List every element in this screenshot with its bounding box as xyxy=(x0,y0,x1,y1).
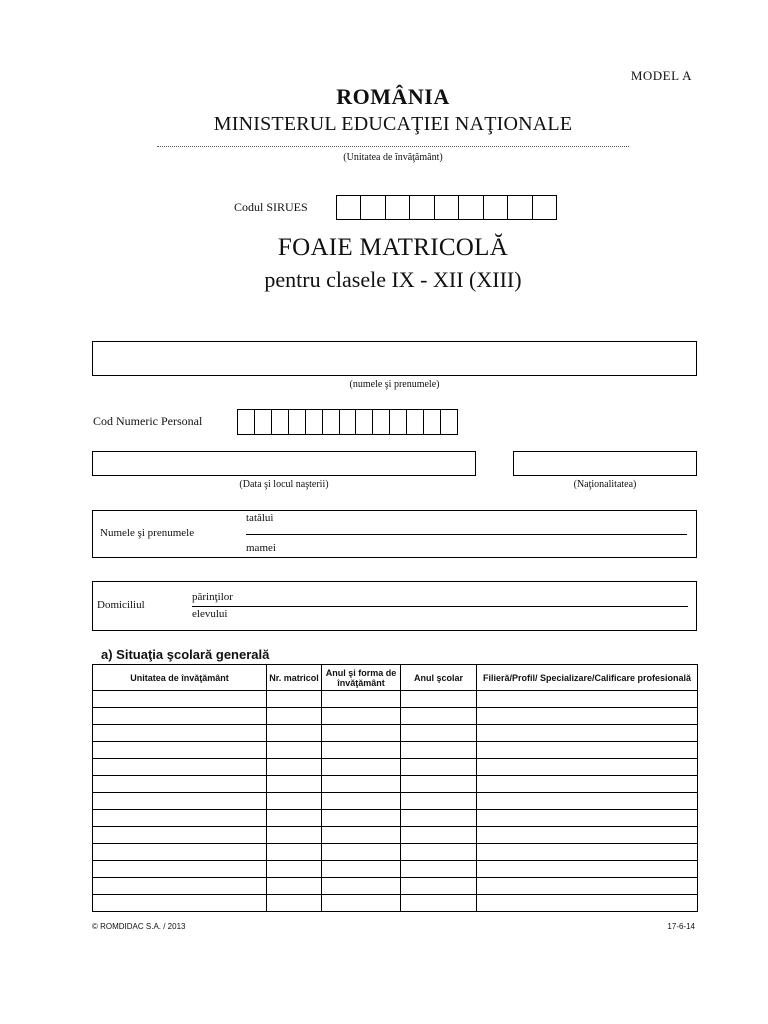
table-cell[interactable] xyxy=(477,810,698,827)
table-cell[interactable] xyxy=(93,708,267,725)
table-row xyxy=(93,793,698,810)
table-cell[interactable] xyxy=(322,691,401,708)
cnp-digit-box[interactable] xyxy=(238,410,255,434)
table-cell[interactable] xyxy=(267,895,322,912)
sirues-digit-box[interactable] xyxy=(337,196,361,219)
table-cell[interactable] xyxy=(322,708,401,725)
table-cell[interactable] xyxy=(477,844,698,861)
father-label: tatălui xyxy=(246,512,274,524)
table-cell[interactable] xyxy=(477,895,698,912)
table-cell[interactable] xyxy=(322,827,401,844)
table-cell[interactable] xyxy=(401,708,477,725)
table-cell[interactable] xyxy=(401,725,477,742)
table-row xyxy=(93,810,698,827)
domicile-label: Domiciliul xyxy=(97,599,145,611)
document-title: FOAIE MATRICOLĂ xyxy=(277,234,509,261)
cnp-digit-box[interactable] xyxy=(424,410,441,434)
table-cell[interactable] xyxy=(322,895,401,912)
ministry-title: MINISTERUL EDUCAŢIEI NAŢIONALE xyxy=(213,113,573,135)
col-header-year-form: Anul şi forma de învăţământ xyxy=(322,665,401,691)
table-cell[interactable] xyxy=(401,759,477,776)
table-row xyxy=(93,742,698,759)
table-row xyxy=(93,878,698,895)
table-cell[interactable] xyxy=(267,810,322,827)
student-name-field[interactable] xyxy=(92,341,697,376)
table-cell[interactable] xyxy=(267,691,322,708)
table-cell[interactable] xyxy=(401,810,477,827)
school-situation-table xyxy=(92,664,698,912)
nationality-field[interactable] xyxy=(513,451,697,476)
table-row xyxy=(93,861,698,878)
sirues-digit-box[interactable] xyxy=(533,196,556,219)
school-unit-caption: (Unitatea de învăţământ) xyxy=(343,152,443,163)
table-cell[interactable] xyxy=(267,776,322,793)
table-cell[interactable] xyxy=(322,810,401,827)
table-cell[interactable] xyxy=(401,895,477,912)
table-row xyxy=(93,776,698,793)
cnp-label: Cod Numeric Personal xyxy=(93,414,203,428)
parents-names-label: Numele şi prenumele xyxy=(100,527,195,539)
sirues-digit-box[interactable] xyxy=(410,196,434,219)
nationality-caption: (Naţionalitatea) xyxy=(573,479,637,490)
table-row xyxy=(93,725,698,742)
sirues-digit-box[interactable] xyxy=(459,196,483,219)
mother-label: mamei xyxy=(246,542,276,554)
sirues-digit-box[interactable] xyxy=(361,196,385,219)
table-cell[interactable] xyxy=(401,793,477,810)
table-row xyxy=(93,827,698,844)
table-cell[interactable] xyxy=(401,691,477,708)
cnp-digit-box[interactable] xyxy=(306,410,323,434)
table-cell[interactable] xyxy=(267,742,322,759)
table-cell[interactable] xyxy=(267,861,322,878)
cnp-boxes[interactable] xyxy=(237,409,458,435)
table-cell[interactable] xyxy=(322,776,401,793)
table-cell[interactable] xyxy=(93,742,267,759)
col-header-school-year: Anul şcolar xyxy=(401,665,477,691)
student-name-caption: (numele şi prenumele) xyxy=(349,379,440,390)
table-cell[interactable] xyxy=(477,793,698,810)
table-cell[interactable] xyxy=(477,708,698,725)
table-cell[interactable] xyxy=(93,793,267,810)
col-header-school-unit: Unitatea de învăţământ xyxy=(93,665,267,691)
table-cell[interactable] xyxy=(93,725,267,742)
table-cell[interactable] xyxy=(322,844,401,861)
table-cell[interactable] xyxy=(477,776,698,793)
table-cell[interactable] xyxy=(322,878,401,895)
table-cell[interactable] xyxy=(322,861,401,878)
table-cell[interactable] xyxy=(267,708,322,725)
table-cell[interactable] xyxy=(322,725,401,742)
table-cell[interactable] xyxy=(267,725,322,742)
document-subtitle: pentru clasele IX - XII (XIII) xyxy=(264,267,522,292)
cnp-digit-box[interactable] xyxy=(373,410,390,434)
col-header-specialization: Filieră/Profil/ Specializare/Calificare profesională xyxy=(477,665,698,691)
table-cell[interactable] xyxy=(267,844,322,861)
cnp-digit-box[interactable] xyxy=(323,410,340,434)
table-cell[interactable] xyxy=(477,827,698,844)
table-cell[interactable] xyxy=(267,827,322,844)
model-label: MODEL A xyxy=(630,68,692,83)
cnp-digit-box[interactable] xyxy=(272,410,289,434)
birth-caption: (Data şi locul naşterii) xyxy=(239,479,329,490)
cnp-digit-box[interactable] xyxy=(356,410,373,434)
table-cell[interactable] xyxy=(401,742,477,759)
table-cell[interactable] xyxy=(93,844,267,861)
sirues-code-boxes[interactable] xyxy=(336,195,557,220)
table-row xyxy=(93,708,698,725)
sirues-digit-box[interactable] xyxy=(484,196,508,219)
table-cell[interactable] xyxy=(322,759,401,776)
table-cell[interactable] xyxy=(401,861,477,878)
sirues-digit-box[interactable] xyxy=(508,196,532,219)
table-cell[interactable] xyxy=(93,827,267,844)
table-cell[interactable] xyxy=(93,878,267,895)
domicile-student-label: elevului xyxy=(192,608,228,620)
table-cell[interactable] xyxy=(93,759,267,776)
sirues-label: Codul SIRUES xyxy=(234,200,308,214)
table-row xyxy=(93,844,698,861)
table-cell[interactable] xyxy=(477,725,698,742)
table-cell[interactable] xyxy=(477,861,698,878)
footer-code: 17-6-14 xyxy=(667,922,695,931)
table-cell[interactable] xyxy=(267,878,322,895)
table-cell[interactable] xyxy=(477,878,698,895)
table-cell[interactable] xyxy=(93,691,267,708)
col-header-reg-number: Nr. matricol xyxy=(267,665,322,691)
table-row xyxy=(93,691,698,708)
birth-field[interactable] xyxy=(92,451,476,476)
table-cell[interactable] xyxy=(477,759,698,776)
sirues-digit-box[interactable] xyxy=(386,196,410,219)
cnp-digit-box[interactable] xyxy=(441,410,457,434)
cnp-digit-box[interactable] xyxy=(289,410,306,434)
table-cell[interactable] xyxy=(401,776,477,793)
section-a-title: a) Situaţia şcolară generală xyxy=(101,647,270,662)
table-header-row xyxy=(93,665,698,691)
cnp-digit-box[interactable] xyxy=(407,410,424,434)
table-row xyxy=(93,895,698,912)
table-cell[interactable] xyxy=(267,793,322,810)
cnp-digit-box[interactable] xyxy=(340,410,357,434)
country-title: ROMÂNIA xyxy=(336,84,450,109)
domicile-line[interactable] xyxy=(192,606,688,607)
school-unit-line[interactable] xyxy=(157,146,629,147)
table-cell[interactable] xyxy=(322,793,401,810)
cnp-digit-box[interactable] xyxy=(255,410,272,434)
cnp-digit-box[interactable] xyxy=(390,410,407,434)
sirues-digit-box[interactable] xyxy=(435,196,459,219)
table-cell[interactable] xyxy=(93,895,267,912)
table-row xyxy=(93,759,698,776)
table-cell[interactable] xyxy=(322,742,401,759)
footer-copyright: © ROMDIDAC S.A. / 2013 xyxy=(92,922,186,931)
table-cell[interactable] xyxy=(401,827,477,844)
parents-names-line[interactable] xyxy=(246,534,687,535)
domicile-parents-label: părinţilor xyxy=(192,591,233,603)
table-cell[interactable] xyxy=(477,742,698,759)
table-cell[interactable] xyxy=(93,861,267,878)
table-cell[interactable] xyxy=(477,691,698,708)
table-cell[interactable] xyxy=(267,759,322,776)
table-cell[interactable] xyxy=(401,878,477,895)
table-cell[interactable] xyxy=(401,844,477,861)
table-cell[interactable] xyxy=(93,776,267,793)
table-cell[interactable] xyxy=(93,810,267,827)
